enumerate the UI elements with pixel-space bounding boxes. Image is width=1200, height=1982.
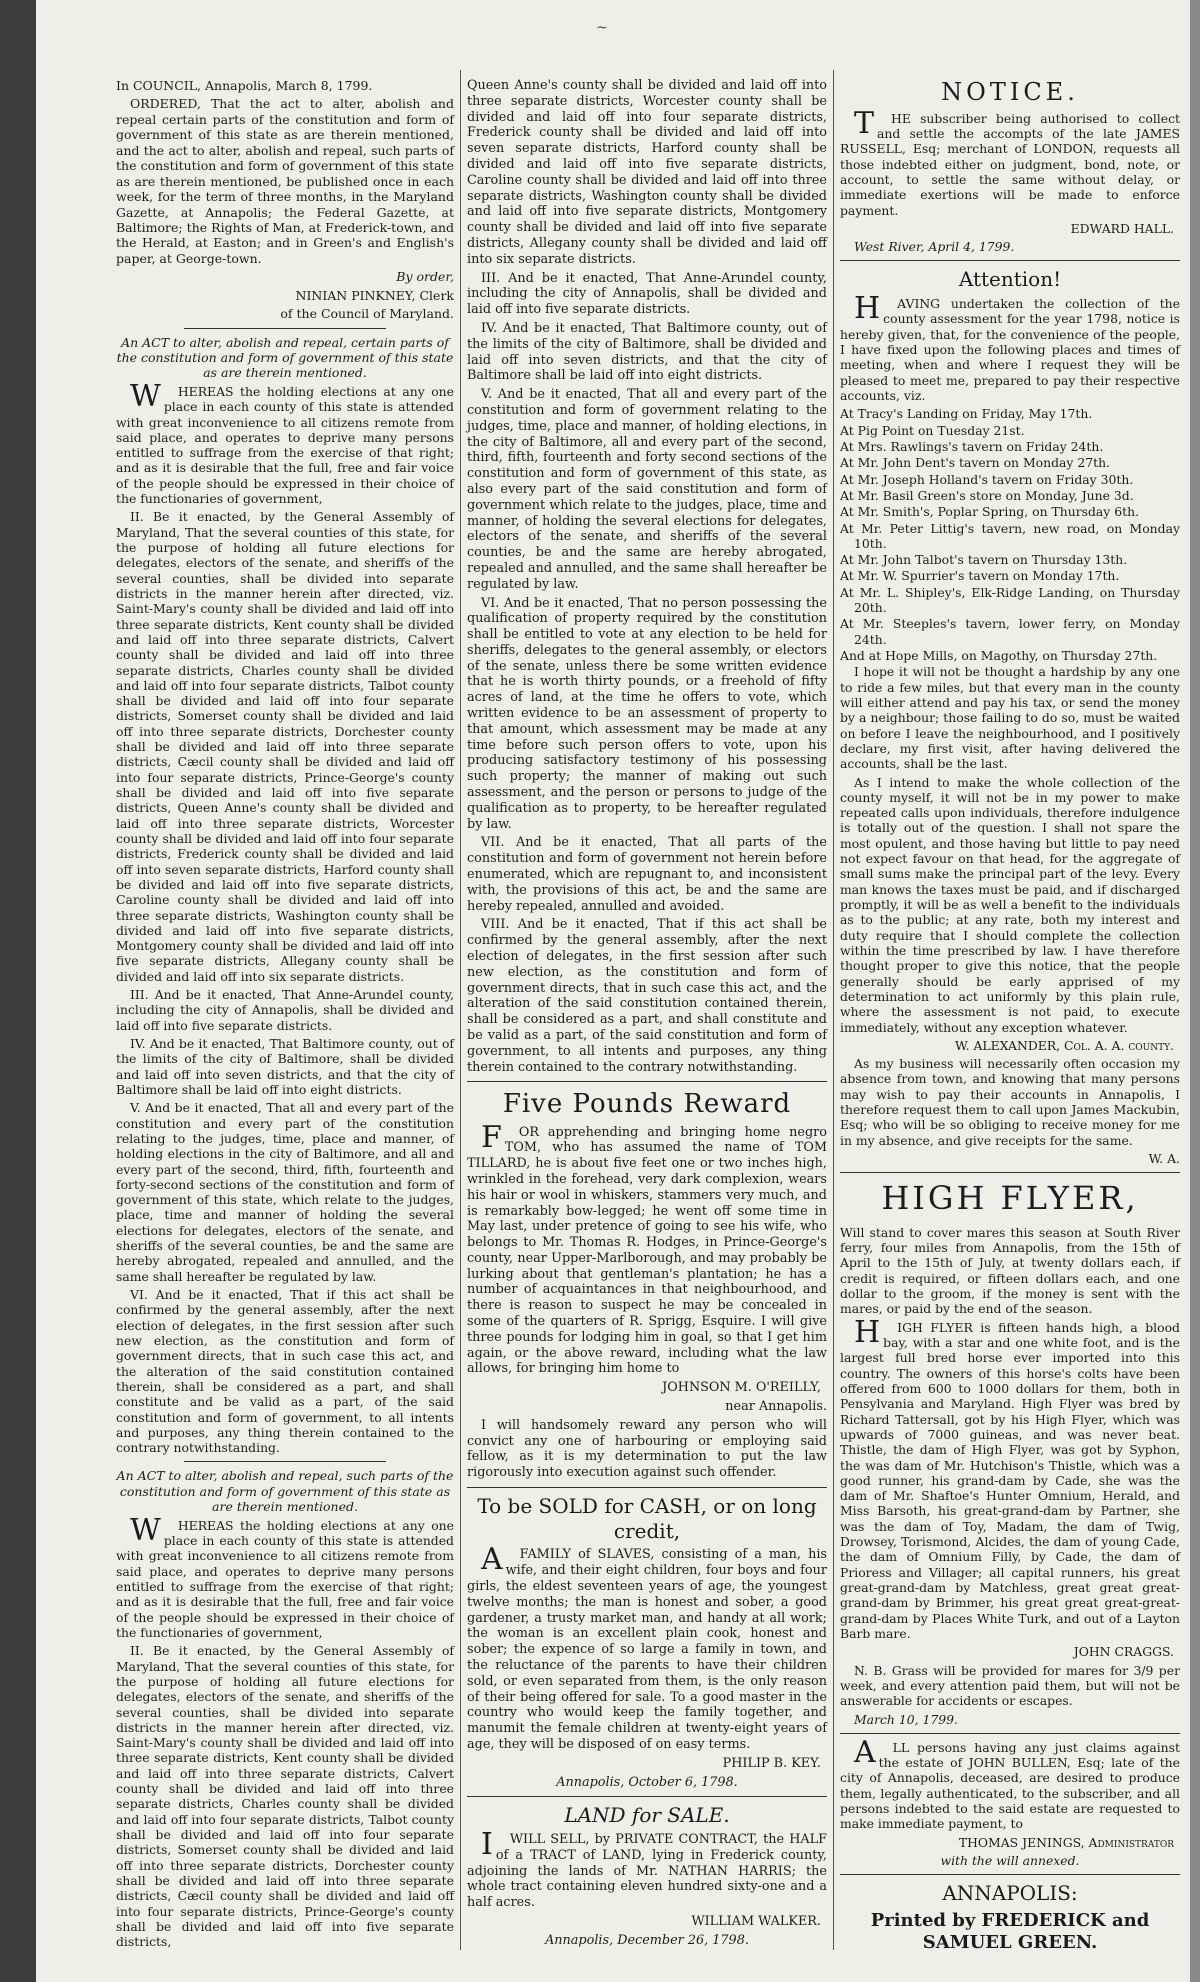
act-two-section-2-continued: Queen Anne's county shall be divided and laid off into three separate districts, Worcester county shall be divided and laid off into four separate districts, Frederick county shall be divided and laid off into seven separate districts, Harford county shall be divided and laid off into five separate districts, Caroline county shall be divided and laid off into three separate districts, Washington county shall be divided and laid off into five separate districts, Montgomery county shall be divided and laid off into five separate districts, Allegany county shall be divided and laid off into six separate districts. bbox=[467, 78, 827, 267]
schedule-item: At Mr. W. Spurrier's tavern on Monday 17th. bbox=[840, 568, 1120, 584]
imprint-city: ANNAPOLIS: bbox=[942, 1881, 1078, 1906]
attention-ad bbox=[840, 267, 1180, 1166]
bullen-estate-ad bbox=[840, 1734, 1180, 1869]
council-heading: In COUNCIL, Annapolis, March 8, 1799. bbox=[116, 78, 373, 93]
divider bbox=[840, 260, 1180, 261]
schedule-item: At Mr. Joseph Holland's tavern on Friday 30th. bbox=[840, 471, 1134, 487]
act-two-section-2: II. Be it enacted, by the General Assembly of Maryland, That the several counties of this state, for the purpose of holding all future elections for delegates, electors of the senate, and sheriffs of the several counties, shall be divided into separate districts in the manner herein after directed, viz. Saint-Mary's county shall be divided and laid off into three separate districts, Kent county shall be divided and laid off into three separate districts, Calvert county shall be divided and laid off into three separate districts, Charles county shall be divided and laid off into four separate districts, Talbot county shall be divided and laid off into four separate districts, Somerset county shall be divided and laid off into three separate districts, Dorchester county shall be divided and laid off into three separate districts, Cæcil county shall be divided and laid off into four separate districts, Prince-George's county shall be divided and laid off into five separate districts, bbox=[116, 1643, 454, 1950]
notice-signer: EDWARD HALL. bbox=[1070, 220, 1174, 236]
attention-para-4: As my business will necessarily often occasion my absence from town, and knowing that many persons may wish to pay their accounts in Annapolis, I therefore request them to call upon James Mackubin, Esq; who will be so obliging to receive money for me in my absence, and give receipts for the same. bbox=[840, 1056, 1180, 1148]
act-two-start bbox=[116, 1468, 454, 1949]
flyer-signer: JOHN CRAGGS. bbox=[1073, 1644, 1174, 1660]
divider bbox=[184, 1461, 387, 1462]
act-two-continued bbox=[467, 78, 827, 1075]
flyer-intro: Will stand to cover mares this season at South River ferry, four miles from Annapolis, from the 15th of April to the 15th of July, at twenty dollars each, if credit is required, or fifteen dollars each, and one dollar to the groom, if the money is sent with the mares, or paid by the end of the season. bbox=[840, 1224, 1180, 1317]
schedule-item: At Pig Point on Tuesday 21st. bbox=[840, 422, 1025, 438]
notice-ad bbox=[840, 78, 1180, 254]
act-one-section-6: VI. And be it enacted, That if this act shall be confirmed by the general assembly, after the next election of delegates, in the first session after such new election, as the constitution and form of government directs, that in such case this act, and the alteration of the said constitution contained therein, shall be considered as a part, and shall constitute and be valid as a part, of the said constitution and form of government, to all intents and purposes, any thing therein contained to the contrary notwithstanding. bbox=[116, 1287, 454, 1456]
act-two-section-4: IV. And be it enacted, That Baltimore county, out of the limits of the city of Baltimore, shall be divided and laid off into seven districts, and that the city of Baltimore shall be laid off into eight districts. bbox=[467, 320, 827, 384]
column-2 bbox=[467, 78, 827, 1952]
act-one-section-4: IV. And be it enacted, That Baltimore county, out of the limits of the city of Baltimore, shall be divided and laid off into seven districts, and that the city of Baltimore shall be laid off into eight districts. bbox=[116, 1036, 454, 1097]
schedule-item: At Mrs. Rawlings's tavern on Friday 24th. bbox=[840, 438, 1104, 454]
flyer-headline: HIGH FLYER, bbox=[881, 1179, 1139, 1218]
act-two-whereas: WHEREAS the holding elections at any one place in each county of this state is attended with great inconvenience to all citizens remote from said place, and operates to deprive many persons entitled to suffrage from the exercise of that right; and as it is desirable that the full, free and fair voice of the people should be expressed in their choice of the functionaries of government, bbox=[116, 1512, 454, 1640]
notice-body: THE subscriber being authorised to collect and settle the accompts of the late JAMES RUSSELL, Esq; merchant of LONDON, requests all those indebted either on judgment, bond, note, or account, to settle the same without delay, or immediate exertions will be made to enforce payment. bbox=[840, 105, 1180, 218]
divider bbox=[840, 1733, 1180, 1734]
schedule-item: At Mr. Basil Green's store on Monday, June 3d. bbox=[840, 487, 1134, 503]
divider bbox=[467, 1796, 827, 1797]
header-scrawl: ~ bbox=[596, 20, 608, 36]
land-dateline: Annapolis, December 26, 1798. bbox=[545, 1932, 749, 1948]
column-rule-2 bbox=[833, 70, 834, 1950]
attention-para-2: I hope it will not be thought a hardship by any one to ride a few miles, but that every man in the county will either attend and pay his tax, or send the money by a neighbour; those failing to do so, must be waited on before I leave the neighbourhood, and I positively declare, my first visit, after having delivered the accounts, shall be the last. bbox=[840, 664, 1180, 772]
act-one-title: An ACT to alter, abolish and repeal, certain parts of the constitution and form of government of this state as are therein mentioned. bbox=[116, 334, 454, 381]
land-sale-ad bbox=[467, 1803, 827, 1948]
bullen-body: ALL persons having any just claims against the estate of JOHN BULLEN, Esq; late of the city of Annapolis, deceased, are desired to produce them, legally authenticated, to the subscriber, and all persons indebted to the said estate are requested to make immediate payment, to bbox=[840, 1734, 1180, 1832]
flyer-note: N. B. Grass will be provided for mares for 3/9 per week, and every attention paid them, but will not be answerable for accidents or escapes. bbox=[840, 1662, 1180, 1709]
land-body: IWILL SELL, by PRIVATE CONTRACT, the HALF of a TRACT of LAND, lying in Frederick county, adjoining the lands of Mr. NATHAN HARRIS; the whole tract containing eleven hundred sixty-one and a half acres. bbox=[467, 1827, 827, 1911]
flyer-body: HIGH FLYER is fifteen hands high, a blood bay, with a star and one white foot, and is the largest full bred horse ever imported into this country. The owners of this horse's colts have been offered from 600 to 1000 dollars for them, both in Pensylvania and Maryland. High Flyer was bred by Richard Tattersall, got by his High Flyer, which was upwards of 7000 guineas, and was never beat. Thistle, the dam of High Flyer, was got by Syphon, the was dam of Mr. Hutchison's Thistle, which was a good runner, his grand-dam by Cade, she was the dam of Mr. Shaftoe's Hunter Omnium, Herald, and Miss Barsoth, his great-grand-dam by Partner, she was the dam of Toy, Madam, the dam of Twig, Drowsey, Torismond, Alcides, the dam of young Cade, the dam of Omnium Filly, by Cade, the dam of Prioress and Villager; all capital runners, his great great-grand-dam by Matchless, great great great-grand-dam by Brimmer, his great great great-great-grand-dam by Places White Turk, and out of a Layton Barb mare. bbox=[840, 1314, 1180, 1641]
act-two-section-6: VI. And be it enacted, That no person possessing the qualification of property required by the constitution shall be entitled to vote at any election to be held for sheriffs, delegates to the general assembly, or electors of the senate, unless there be some written evidence that he is worth thirty pounds, or a freehold of fifty acres of land, at the time he offers to vote, which written evidence to be an assessment of property to that amount, which assessment may be made at any time before such person offers to vote, upon his producing satisfactory testimony of his possessing such property; the manner of making out such assessment, and the person or persons to judge of the qualification as to property, to be hereafter regulated by law. bbox=[467, 595, 827, 832]
sale-body: AFAMILY of SLAVES, consisting of a man, his wife, and their eight children, four boys and four girls, the eldest seventeen years of age, the youngest twelve months; the man is honest and sober, a good gardener, a trusty market man, and handy at all work; the woman is an excellent plain cook, honest and sober; the expence of so large a family in town, and the reluctance of the parents to have their children sold, or even separated from them, is the only reason of their being offered for sale. To a good master in the country who would keep the family together, and manumit the female children at twenty-eight years of age, they will be disposed of on easy terms. bbox=[467, 1542, 827, 1752]
act-two-section-5: V. And be it enacted, That all and every part of the constitution and form of government relating to the judges, time, place and manner, of holding elections, in the city of Baltimore, all and every part of the second, third, fifth, fourteenth and forty second sections of the constitution and form of government of this state, as also every part of the said constitution and form of government which relate to the judges, place, time and manner, of holding the several elections for delegates, electors of the senate, and sheriffs of the several counties, be and the same are hereby abrogated, repealed and annulled, and the same shall hereafter be regulated by law. bbox=[467, 387, 827, 592]
act-two-section-7: VII. And be it enacted, That all parts of the constitution and form of government not herein before enumerated, which are repugnant to, and inconsistent with, the provisions of this act, be and the same are hereby repealed, annulled and avoided. bbox=[467, 835, 827, 914]
schedule-item: At Mr. L. Shipley's, Elk-Ridge Landing, on Thursday 20th. bbox=[840, 584, 1180, 616]
divider bbox=[840, 1172, 1180, 1173]
act-one-section-5: V. And be it enacted, That all and every part of the constitution and every part of the constitution relating to the judges, time, place and manner, of holding elections in the city of Baltimore, and all and every part of the second, third, fifth, fourteenth and forty-second sections of the constitution and form of government of this state, which relate to the judges, place, time and manner of holding the several elections for delegates, electors of the senate, and sheriffs of the several counties, be and the same are hereby abrogated, repealed and annulled, and the same shall hereafter be regulated by law. bbox=[116, 1100, 454, 1284]
divider bbox=[467, 1487, 827, 1488]
schedule-item: At Mr. John Talbot's tavern on Thursday 13th. bbox=[840, 552, 1128, 568]
bullen-signer: THOMAS JENINGS, Administrator bbox=[958, 1834, 1174, 1850]
sale-signer: PHILIP B. KEY. bbox=[722, 1755, 821, 1771]
reward-body: FOR apprehending and bringing home negro TOM, who has assumed the name of TOM TILLARD, he is about five feet one or two inches high, wrinkled in the forehead, very dark complexion, wears his hair or wool in whiskers, stammers very much, and is remarkably bow-legged; he went off some time in May last, under pretence of going to see his wife, who belongs to Mr. Thomas R. Hodges, in Prince-George's county, near Upper-Marlborough, and may probably be lurking about that gentleman's plantation; he has a number of acquaintances in that neighbourhood, and there is reason to suspect he may be concealed in some of the quarters of R. Sprigg, Esquire. I will give three pounds for lodging him in goal, so that I get him again, or the above reward, including what the law allows, for bringing him home to bbox=[467, 1119, 827, 1377]
divider bbox=[467, 1081, 827, 1082]
attention-signer: W. ALEXANDER, Col. A. A. county. bbox=[955, 1037, 1174, 1053]
council-signer-title: of the Council of Maryland. bbox=[280, 306, 454, 322]
sale-headline: To be SOLD for CASH, or on long credit, bbox=[477, 1494, 817, 1543]
schedule-item: At Mr. Peter Littig's tavern, new road, on Monday 10th. bbox=[840, 520, 1180, 551]
schedule-item: At Mr. Smith's, Poplar Spring, on Thursday 6th. bbox=[840, 504, 1140, 520]
council-order bbox=[116, 78, 454, 322]
schedule-item: At Mr. John Dent's tavern on Monday 27th. bbox=[840, 455, 1110, 471]
column-3 bbox=[840, 78, 1180, 1957]
column-1 bbox=[116, 78, 454, 1953]
act-one bbox=[116, 335, 454, 1456]
council-signer: NINIAN PINKNEY, Clerk bbox=[295, 287, 454, 303]
act-one-whereas: WHEREAS the holding elections at any one place in each county of this state is attended with great inconvenience to all citizens remote from said place, and operates to deprive many persons entitled to suffrage from the exercise of that right; and as it is desirable that the full, free and fair voice of the people should be expressed in their choice of the functionaries of government, bbox=[116, 378, 454, 507]
act-two-title: An ACT to alter, abolish and repeal, such parts of the constitution and form of government of this state as are therein mentioned. bbox=[116, 1468, 454, 1515]
attention-intro: HAVING undertaken the collection of the county assessment for the year 1798, notice is hereby given, that, for the convenience of the people, I have fixed upon the following places and times of meeting, when and where I request they will be pleased to meet me, prepared to pay their respective accounts, viz. bbox=[840, 291, 1180, 403]
land-headline: LAND for SALE. bbox=[564, 1803, 730, 1828]
notice-dateline: West River, April 4, 1799. bbox=[854, 239, 1015, 255]
reward-place: near Annapolis. bbox=[725, 1399, 827, 1415]
land-signer: WILLIAM WALKER. bbox=[691, 1914, 821, 1930]
council-by-order: By order, bbox=[396, 269, 454, 285]
act-two-section-8: VIII. And be it enacted, That if this act shall be confirmed by the general assembly, after the next election of delegates, in the first session after such new election, as the constitution and form of government directs, that in such case this act, and the alteration of the said constitution contained therein, shall be considered as a part, and shall constitute and be valid as a part, of the said constitution and form of government, to all intents and purposes, any thing therein contained to the contrary notwithstanding. bbox=[467, 917, 827, 1075]
schedule-item: And at Hope Mills, on Magothy, on Thursday 27th. bbox=[840, 648, 1158, 663]
act-one-section-2: II. Be it enacted, by the General Assembly of Maryland, That the several counties of this state, for the purpose of holding all future elections for delegates, electors of the senate, and sheriffs of the several counties, shall be divided into separate districts in the manner herein after directed, viz. Saint-Mary's county shall be divided and laid off into three separate districts, Kent county shall be divided and laid off into three separate districts, Calvert county shall be divided and laid off into three separate districts, Charles county shall be divided and laid off into four separate districts, Talbot county shall be divided and laid off into four separate districts, Somerset county shall be divided and laid off into three separate districts, Dorchester county shall be divided and laid off into three separate districts, Cæcil county shall be divided and laid off into four separate districts, Prince-George's county shall be divided and laid off into five separate districts, Queen Anne's county shall be divided and laid off into three separate districts, Worcester county shall be divided and laid off into four separate districts, Frederick county shall be divided and laid off into seven separate districts, Harford county shall be divided and laid off into five separate districts, Caroline county shall be divided and laid off into three separate districts, Washington county shall be divided and laid off into five separate districts, Montgomery county shall be divided and laid off into five separate districts, Allegany county shall be divided and laid off into six separate districts. bbox=[116, 509, 454, 984]
high-flyer-ad bbox=[840, 1179, 1180, 1727]
sale-dateline: Annapolis, October 6, 1798. bbox=[556, 1774, 738, 1790]
attention-para-3: As I intend to make the whole collection of the county myself, it will not be in my power to make repeated calls upon individuals, therefore indulgence is totally out of the question. I shall not spare the most opulent, and those having but little to pay need not expect favour on that head, for the aggregate of small sums make the principal part of the levy. Every man knows the taxes must be paid, and if discharged promptly, it will be as well a benefit to the individuals as to the public; at any rate, both my interest and duty require that I should complete the collection within the time prescribed by law. I have therefore thought proper to give this notice, that the people generally should be early apprised of my determination to act uniformly by this plain rule, where the assessment is not paid, to execute immediately, without any exception whatever. bbox=[840, 774, 1180, 1035]
council-body: ORDERED, That the act to alter, abolish and repeal certain parts of the constitution and form of government of this state as are therein mentioned, and the act to alter, abolish and repeal, such parts of the constitution and form of government of this state as are therein mentioned, be published once in each week, for the term of three months, in the Maryland Gazette, at Annapolis; the Federal Gazette, at Baltimore; the Rights of Man, at Frederick-town, and the Herald, at Easton; and in Green's and English's paper, at George-town. bbox=[116, 96, 454, 266]
act-one-section-3: III. And be it enacted, That Anne-Arundel county, including the city of Annapolis, shall be divided and laid off into five separate districts. bbox=[116, 987, 454, 1033]
scan-edge-right bbox=[1190, 0, 1200, 1982]
reward-headline: Five Pounds Reward bbox=[502, 1089, 792, 1120]
schedule-item: At Tracy's Landing on Friday, May 17th. bbox=[840, 406, 1093, 422]
attention-initials: W. A. bbox=[1148, 1151, 1180, 1166]
reward-ad bbox=[467, 1088, 827, 1481]
divider bbox=[184, 328, 387, 329]
imprint-printers: Printed by FREDERICK and SAMUEL GREEN. bbox=[870, 1910, 1150, 1954]
act-two-section-3: III. And be it enacted, That Anne-Arundel county, including the city of Annapolis, shall be divided and laid off into five separate districts. bbox=[467, 270, 827, 318]
schedule-item: At Mr. Steeples's tavern, lower ferry, on Monday 24th. bbox=[840, 616, 1180, 647]
column-rule-1 bbox=[460, 70, 461, 1950]
attention-headline: Attention! bbox=[958, 267, 1062, 292]
slave-sale-ad bbox=[467, 1494, 827, 1790]
divider bbox=[840, 1874, 1180, 1875]
notice-headline: NOTICE. bbox=[941, 78, 1079, 106]
reward-postscript: I will handsomely reward any person who will convict any one of harbouring or employing said fellow, as it is my determination to put the law rigorously into execution against such offender. bbox=[467, 1417, 827, 1481]
collection-schedule bbox=[840, 406, 1180, 663]
bullen-signer-note: with the will annexed. bbox=[940, 1853, 1080, 1869]
scan-edge-left bbox=[0, 0, 36, 1982]
flyer-dateline: March 10, 1799. bbox=[854, 1711, 958, 1727]
imprint bbox=[840, 1881, 1180, 1954]
newspaper-page bbox=[36, 0, 1190, 1982]
reward-signer: JOHNSON M. O'REILLY, bbox=[662, 1380, 821, 1396]
